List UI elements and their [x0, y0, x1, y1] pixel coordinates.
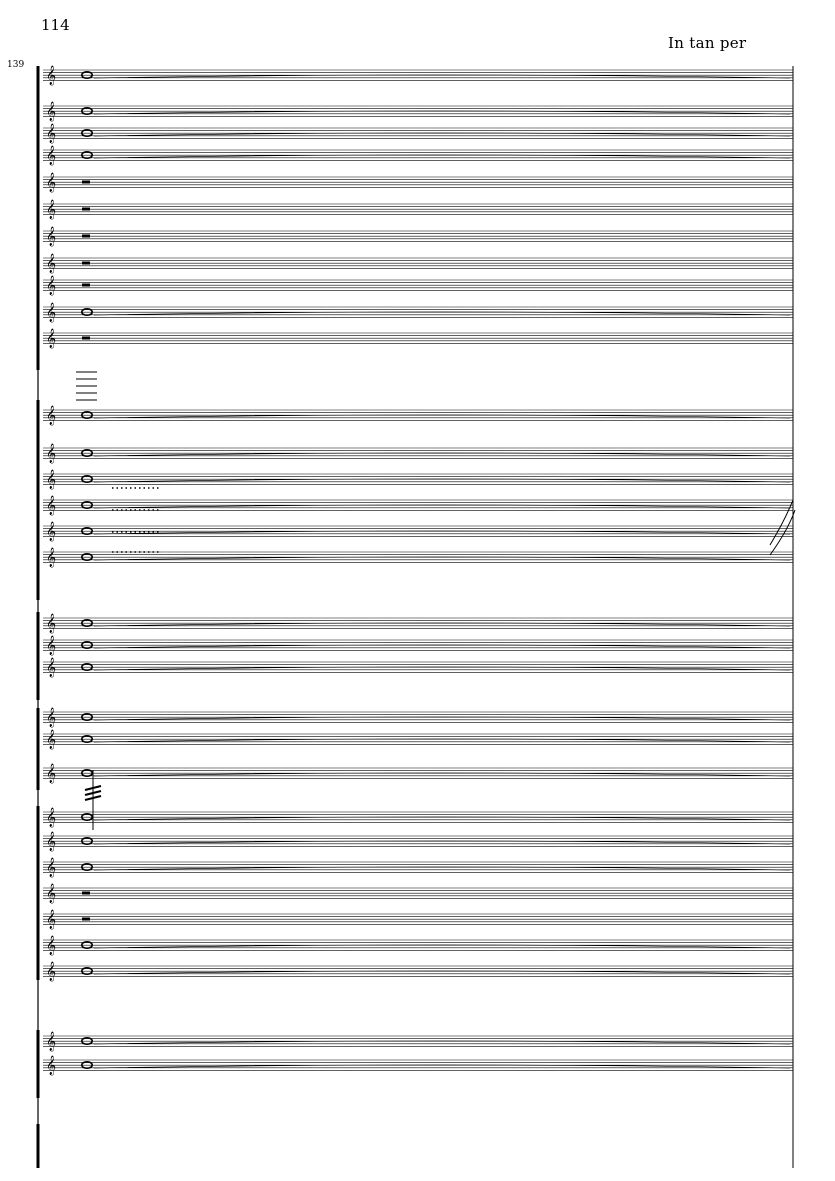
staff: [43, 303, 793, 323]
staff: [43, 200, 793, 220]
treble-clef-icon: 𝄞: [46, 443, 57, 464]
treble-clef-icon: 𝄞: [46, 657, 57, 678]
staff: [43, 548, 793, 568]
whole-rest: [82, 918, 90, 921]
staff: [43, 146, 793, 166]
treble-clef-icon: 𝄞: [46, 935, 57, 956]
staff: [43, 173, 793, 193]
staff: [43, 496, 793, 516]
staff: [43, 1056, 793, 1076]
staff: [43, 614, 793, 634]
staff: [43, 708, 793, 728]
staff: [43, 406, 793, 426]
treble-clef-icon: 𝄞: [46, 172, 57, 193]
treble-clef-icon: 𝄞: [46, 145, 57, 166]
treble-clef-icon: 𝄞: [46, 729, 57, 750]
treble-clef-icon: 𝄞: [46, 65, 57, 86]
staff: [43, 764, 793, 784]
treble-clef-icon: 𝄞: [46, 226, 57, 247]
staff-group: [43, 66, 793, 1076]
whole-rest: [82, 284, 90, 287]
staff: [43, 936, 793, 956]
whole-rest: [82, 235, 90, 238]
staff: [43, 636, 793, 656]
treble-clef-icon: 𝄞: [46, 1055, 57, 1076]
whole-rest: [82, 892, 90, 895]
treble-clef-icon: 𝄞: [46, 635, 57, 656]
treble-clef-icon: 𝄞: [46, 302, 57, 323]
whole-rest: [82, 208, 90, 211]
staff: [43, 444, 793, 464]
staff: [43, 124, 793, 144]
staff: [43, 227, 793, 247]
treble-clef-icon: 𝄞: [46, 883, 57, 904]
treble-clef-icon: 𝄞: [46, 1031, 57, 1052]
staff: [43, 470, 793, 490]
whole-rest: [82, 337, 90, 340]
staff: [43, 658, 793, 678]
treble-clef-icon: 𝄞: [46, 763, 57, 784]
treble-clef-icon: 𝄞: [46, 613, 57, 634]
treble-clef-icon: 𝄞: [46, 831, 57, 852]
treble-clef-icon: 𝄞: [46, 253, 57, 274]
staff: [43, 808, 793, 828]
staff: [43, 858, 793, 878]
staff: [43, 254, 793, 274]
treble-clef-icon: 𝄞: [46, 123, 57, 144]
page-number: 114: [41, 16, 70, 34]
staff: [43, 66, 793, 86]
grace-slur: [770, 510, 795, 555]
treble-clef-icon: 𝄞: [46, 405, 57, 426]
treble-clef-icon: 𝄞: [46, 707, 57, 728]
whole-rest: [82, 181, 90, 184]
treble-clef-icon: 𝄞: [46, 275, 57, 296]
staff: [43, 884, 793, 904]
staff: [43, 910, 793, 930]
measure-number: 139: [7, 60, 25, 70]
treble-clef-icon: 𝄞: [46, 495, 57, 516]
staff: [43, 730, 793, 750]
treble-clef-icon: 𝄞: [46, 547, 57, 568]
treble-clef-icon: 𝄞: [46, 961, 57, 982]
treble-clef-icon: 𝄞: [46, 469, 57, 490]
staff: [43, 522, 793, 542]
staff: [43, 962, 793, 982]
treble-clef-icon: 𝄞: [46, 101, 57, 122]
treble-clef-icon: 𝄞: [46, 521, 57, 542]
treble-clef-icon: 𝄞: [46, 857, 57, 878]
whole-rest: [82, 262, 90, 265]
tempo-marking: In tan per: [668, 34, 747, 52]
staff: [43, 276, 793, 296]
treble-clef-icon: 𝄞: [46, 328, 57, 349]
staff: [43, 102, 793, 122]
staff: [43, 832, 793, 852]
treble-clef-icon: 𝄞: [46, 807, 57, 828]
treble-clef-icon: 𝄞: [46, 199, 57, 220]
staff: [43, 329, 793, 349]
staff: [43, 1032, 793, 1052]
treble-clef-icon: 𝄞: [46, 909, 57, 930]
